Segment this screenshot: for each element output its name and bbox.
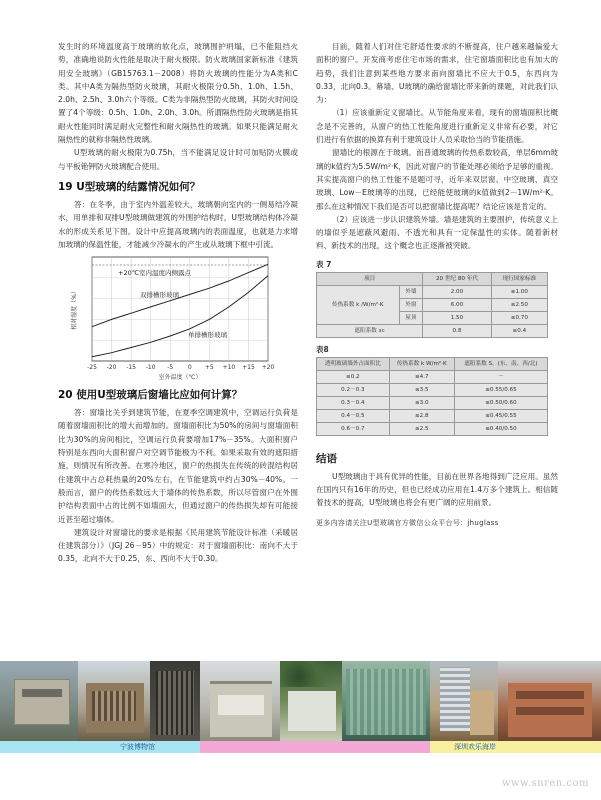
table-7-caption: 表 7	[316, 259, 332, 269]
x-axis-label: 室外温度（℃）	[158, 374, 202, 382]
building-photo-strip	[0, 661, 601, 741]
table-cell: ≤4.7	[389, 370, 454, 383]
building-photo	[78, 661, 150, 741]
right-paragraph: 窗墙比的根源在于玻璃。而普通玻璃的传热系数较高，单层6mm玻璃的k值约为5.5W/m²·K，因此对窗户的节能处理必须给予足够的重视。其实提高窗户的热工性能不是题可寻，近年来双层窗、中空玻璃、真空玻璃、Low－E玻璃等的出现，已经能使玻璃的k值做到2－1W/m²·K。那么在这种情况下我们是否可以把窗墙比提高呢？结论应该是肯定的。	[316, 148, 558, 211]
table-7	[316, 272, 548, 338]
table-row	[317, 285, 548, 298]
caption-bar-left	[0, 741, 200, 753]
table-cell: 外窗	[399, 298, 423, 311]
table-cell: ≤0.50/0.60	[454, 396, 547, 409]
table-8-caption: 表8	[316, 344, 329, 354]
table-cell: ≤2.50	[491, 298, 547, 311]
table-cell: 0.3－0.4	[317, 396, 390, 409]
caption-shenzhen-happy-coast: 深圳欢乐海岸	[454, 743, 496, 751]
table-cell: ≤0.45/0.55	[454, 409, 547, 422]
table-row	[317, 370, 548, 383]
x-tick-label: +15	[242, 364, 255, 372]
building-photo	[498, 661, 601, 741]
intro-paragraph: U型玻璃的耐火极限为0.75h，当不能满足设计时可加贴防火膜或与平板铯钾防火玻璃配合使用。	[58, 148, 298, 171]
table-row	[317, 422, 548, 435]
wechat-footnote: 更多内容请关注U型玻璃官方微信公众平台号：jhuglass	[316, 518, 499, 527]
watermark: www.snren.com	[501, 778, 589, 789]
intro-paragraph: 发生时的环境温度高于玻璃的软化点，玻璃围护坍塌，已不能阻挡火势，准确地说防火性能是取决于耐火极限。防火玻璃国家新标准《建筑用安全玻璃》（GB15763.1－2008）将防火玻璃的性能分为A类和C类。其中A类为隔热型防火玻璃，其耐火极限分0.5h、1.0h、1.5h、2.0h、2.5h、3.0h六个等级。C类为非隔热型防火玻璃，其防火时间设置了4个等级：0.5h、1.0h、2.0h、3.0h。所谓隔热性防火玻璃是指其耐火性能同时满足耐火完整性和耐火隔热性的玻璃。如果只能满足耐火隔热性的就称非隔热性玻璃。	[58, 42, 298, 145]
table-row	[317, 409, 548, 422]
right-paragraph: （1）应该重新定义窗墙比。从节能角度来看，现有的窗墙面积比概念是不完善的，从窗户的热工性能角度进行重新定义非常有必要，对它们进行有依据的换算有利于建筑设计人员采取恰当的节能措施。	[316, 108, 558, 145]
left-column	[58, 40, 298, 566]
section-19-paragraph: 答：在冬季，由于室内外温差较大，玻璃朝向室内的一侧易结冷凝水，用单排和双排U型玻璃做建筑的外围护结构时，U型玻璃结构体冷凝水的形成关系见下图。设计中应提高玻璃内的表面温度，也就是力求增加玻璃的保温性能，才能减少冷凝水的产生或从玻璃下框中引流。	[58, 199, 298, 249]
table-cell: ≤3.0	[389, 396, 454, 409]
building-photo	[0, 661, 78, 741]
x-tick-label: -25	[87, 364, 97, 372]
section-20-paragraph: 答：窗墙比关乎到建筑节能，在夏季空调建筑中，空调运行负荷是随着窗墙面积比的增大而增加的。窗墙面积比为50%的房间与窗墙面积比为30%的房间相比，空调运行负荷要增加17%－35%。大面积窗户特别是东西向大面积窗户对空调节能极为不利。如果采取有效的遮阳措施，则情况有所改善。在寒冷地区，窗户的热损失在传统的砖混结构居住建筑中占总耗热量的20%左右，在节能建筑中约占30%－40%。一般而言，窗户的传热系数远大于墙体的传热系数，所以尽管窗户在外围护结构表面中占的比例不如墙面大，但通过窗户的传热损失却有可能接近甚至超过墙体。	[58, 408, 298, 524]
series-label-single: 单排槽形玻璃	[188, 331, 227, 340]
table-cell: ≤0.55/0.65	[454, 383, 547, 396]
table-header-cell: 现行国家标准	[491, 272, 547, 285]
chart-svg	[58, 253, 298, 381]
table-cell: 传热系数 k /W/m²·K	[317, 285, 400, 324]
y-axis-label: 相对湿度（%）	[71, 288, 78, 331]
table-cell: 1.50	[423, 311, 491, 324]
table-cell: 2.00	[423, 285, 491, 298]
caption-bar-middle	[200, 741, 430, 753]
table-8	[316, 357, 548, 436]
table-cell: 0.8	[423, 324, 491, 337]
table-header-cell: 20 世纪 80 年代	[423, 272, 491, 285]
x-tick-label: -20	[106, 364, 117, 372]
table-header-row	[317, 357, 548, 370]
right-paragraph: 目前，随着人们对住宅舒适性要求的不断提高，住户越来越偏爱大面积的窗户。开发商考虑住宅市场的需求，住宅窗墙面积比也有加大的趋势，我们注意到某些地方要求南向窗墙比不应大于0.5，东西向为0.33，北向0.3。幕墙、U玻璃的确给窗墙比带来新的课题，对此我们认为：	[316, 42, 558, 105]
building-photo	[150, 661, 200, 741]
building-photo	[200, 661, 280, 741]
table-header-cell: 项目	[317, 272, 423, 285]
table-cell: －	[454, 370, 547, 383]
table-cell: ≤0.2	[317, 370, 390, 383]
table-cell: 屋顶	[399, 311, 423, 324]
table-cell: ≤0.4	[491, 324, 547, 337]
right-paragraph: （2）应该进一步认识建筑外墙。墙是建筑的主要围护，传统意义上的墙似乎是遮蔽风避雨、不透光和具有一定保温性的实体。随着新材料、新技术的出现，这个概念也正逐渐被突破。	[316, 214, 558, 251]
x-tick-label: +20	[261, 364, 275, 372]
x-tick-label: -5	[167, 364, 174, 372]
x-tick-label: +10	[222, 364, 236, 372]
table-cell: 0.4－0.5	[317, 409, 390, 422]
section-20-paragraph: 建筑设计对窗墙比的要求是根据《民用建筑节能设计标准（采暖居住建筑部分）》（JGJ 26－95）中的规定：对于窗墙面积比：南向不大于0.35，北向不大于0.25，东、西向不大于0.30。	[58, 527, 298, 564]
building-photo	[280, 661, 342, 741]
building-photo	[430, 661, 498, 741]
table-header-cell: 透明玻璃墙外占面积比	[317, 357, 390, 370]
table-row	[317, 383, 548, 396]
x-tick-labels	[87, 364, 274, 371]
table-cell: 0.6－0.7	[317, 422, 390, 435]
table-cell: 6.00	[423, 298, 491, 311]
table-header-cell: 传热系数 k W/m²·K	[389, 357, 454, 370]
table-cell: ≤2.5	[389, 422, 454, 435]
right-column	[316, 40, 558, 528]
table-header-row	[317, 272, 548, 285]
table-row	[317, 324, 548, 337]
building-photo	[342, 661, 430, 741]
table-cell: 0.2－0.3	[317, 383, 390, 396]
conclusion-heading: 结语	[316, 452, 337, 465]
table-cell: ≤0.70	[491, 311, 547, 324]
condensation-chart	[58, 253, 298, 381]
table-header-cell: 遮阳系数 S。(东、南、西/北)	[454, 357, 547, 370]
x-tick-label: 0	[187, 364, 192, 372]
series-label-double: 双排槽形玻璃	[140, 291, 179, 300]
table-cell: ≤1.00	[491, 285, 547, 298]
table-cell: ≤0.40/0.50	[454, 422, 547, 435]
table-cell: ≤2.8	[389, 409, 454, 422]
section-19-heading: 19 U型玻璃的结露情况如何？	[58, 180, 201, 193]
caption-ningbo-museum: 宁波博物馆	[120, 743, 155, 751]
table-cell: ≤3.5	[389, 383, 454, 396]
table-row	[317, 396, 548, 409]
x-tick-label: -15	[126, 364, 137, 372]
reference-label: +20℃室内温度内侧露点	[118, 269, 192, 278]
table-cell: 外墙	[399, 285, 423, 298]
x-tick-label: -10	[145, 364, 156, 372]
conclusion-paragraph: U型玻璃由于具有优异的性能，目前在世界各地得到广泛应用。虽然在国内只有16年的历史，但也已经成功应用在1.4万多个建筑上。相信随着技术的提高，U型玻璃也将会有更广阔的应用前景。	[316, 471, 558, 508]
section-20-heading: 20 使用U型玻璃后窗墙比应如何计算？	[58, 389, 243, 402]
x-tick-label: +5	[204, 364, 214, 372]
table-cell: 遮阳系数 sc	[317, 324, 423, 337]
